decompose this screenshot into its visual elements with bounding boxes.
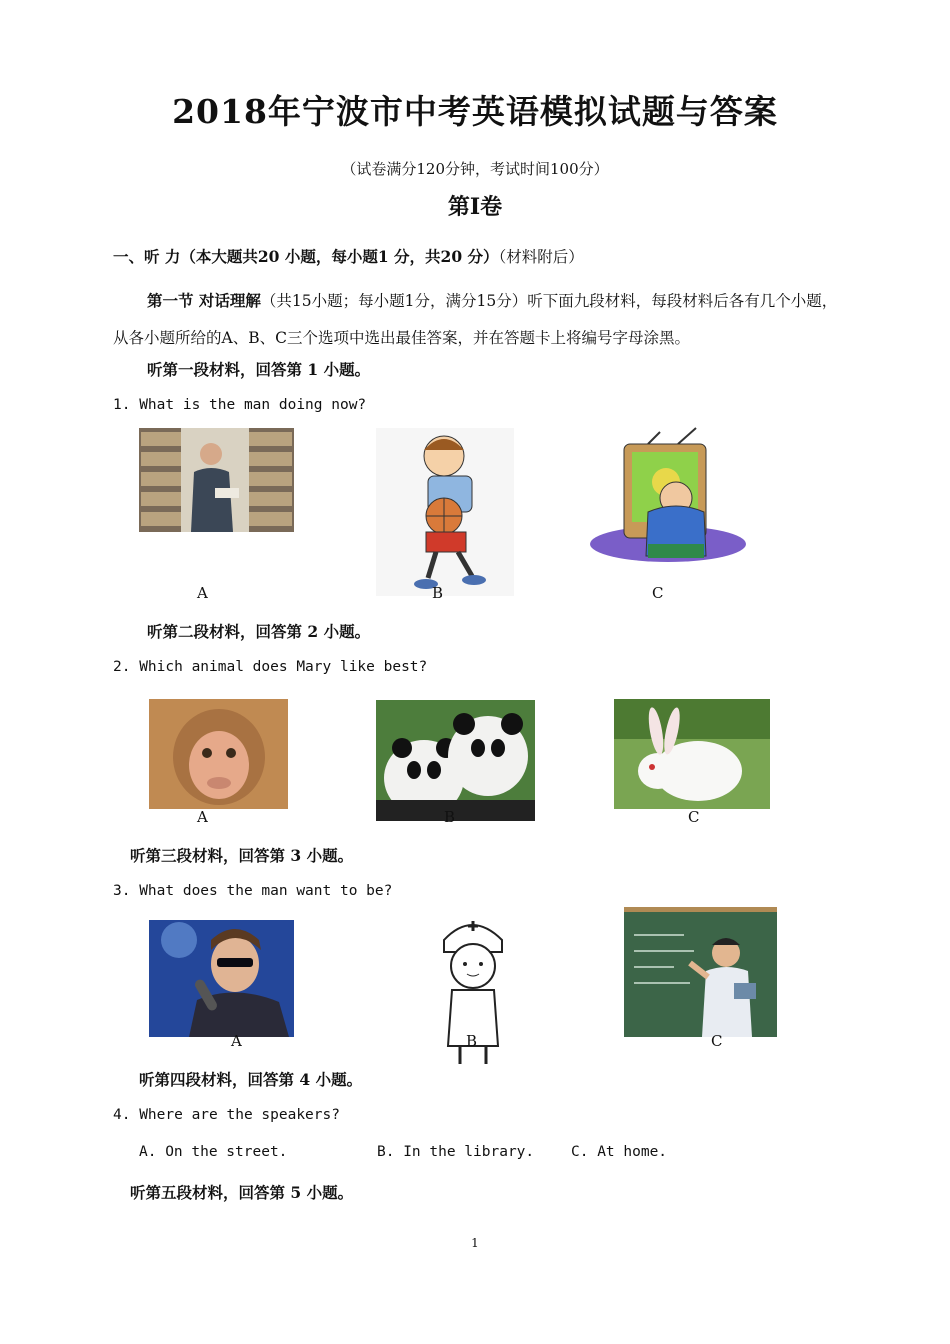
tv-illustration xyxy=(588,426,748,566)
boy-watching-tv-picture xyxy=(588,426,748,566)
option-label-b[interactable]: B xyxy=(444,808,456,826)
option-label-a[interactable]: A xyxy=(197,584,208,602)
option-label-c[interactable]: C xyxy=(652,584,664,602)
rabbit-illustration xyxy=(614,699,770,809)
exam-info: （试卷满分120分钟，考试时间100分） xyxy=(341,160,609,178)
page-title: 2018年宁波市中考英语模拟试题与答案 xyxy=(172,92,778,131)
part-instructions xyxy=(113,282,843,357)
option-c[interactable]: C. At home. xyxy=(571,1144,668,1160)
volume-heading: 第Ⅰ卷 xyxy=(447,194,503,220)
listen-instruction-3: 听第三段材料，回答第 3 小题。 xyxy=(130,846,354,865)
listen-instruction-4: 听第四段材料，回答第 4 小题。 xyxy=(139,1070,363,1089)
monkey-illustration xyxy=(149,699,288,809)
library-illustration xyxy=(139,428,294,532)
question-3: 3. What does the man want to be? xyxy=(113,883,393,899)
section-title: 一、听 力（本大题共20 小题，每小题1 分，共20 分） xyxy=(113,247,499,266)
monkey-picture xyxy=(149,699,288,809)
part-description: （共15小题；每小题1分，满分15分）听下面九段材料，每段材料后各有几个小题，从各小题所给的A、B、C三个选项中选出最佳答案，并在答题卡上将编号字母涂黑。 xyxy=(113,292,838,347)
part-title: 第一节 对话理解 xyxy=(147,291,261,310)
option-a[interactable]: A. On the street. xyxy=(139,1144,288,1160)
pandas-picture xyxy=(376,700,535,821)
listen-instruction-5: 听第五段材料，回答第 5 小题。 xyxy=(130,1183,354,1202)
option-label-b[interactable]: B xyxy=(432,584,444,602)
option-label-a[interactable]: A xyxy=(231,1032,242,1050)
option-label-b[interactable]: B xyxy=(466,1032,478,1050)
basketball-illustration xyxy=(376,428,514,596)
question-4: 4. Where are the speakers? xyxy=(113,1107,340,1123)
teacher-illustration xyxy=(624,907,777,1037)
teacher-picture xyxy=(624,907,777,1037)
singer-picture xyxy=(149,920,294,1037)
section-heading xyxy=(113,245,584,267)
man-reading-in-library-picture xyxy=(139,428,294,532)
listen-instruction-2: 听第二段材料，回答第 2 小题。 xyxy=(147,622,371,641)
singer-illustration xyxy=(149,920,294,1037)
option-label-c[interactable]: C xyxy=(688,808,700,826)
option-b[interactable]: B. In the library. xyxy=(377,1144,535,1160)
boy-playing-basketball-picture xyxy=(376,428,514,596)
rabbit-picture xyxy=(614,699,770,809)
option-label-a[interactable]: A xyxy=(197,808,208,826)
option-label-c[interactable]: C xyxy=(711,1032,723,1050)
section-note: （材料附后） xyxy=(498,248,584,266)
question-2: 2. Which animal does Mary like best? xyxy=(113,659,428,675)
listen-instruction-1: 听第一段材料，回答第 1 小题。 xyxy=(147,360,371,379)
question-1: 1. What is the man doing now? xyxy=(113,397,367,413)
pandas-illustration xyxy=(376,700,535,821)
page-number: 1 xyxy=(471,1236,479,1250)
